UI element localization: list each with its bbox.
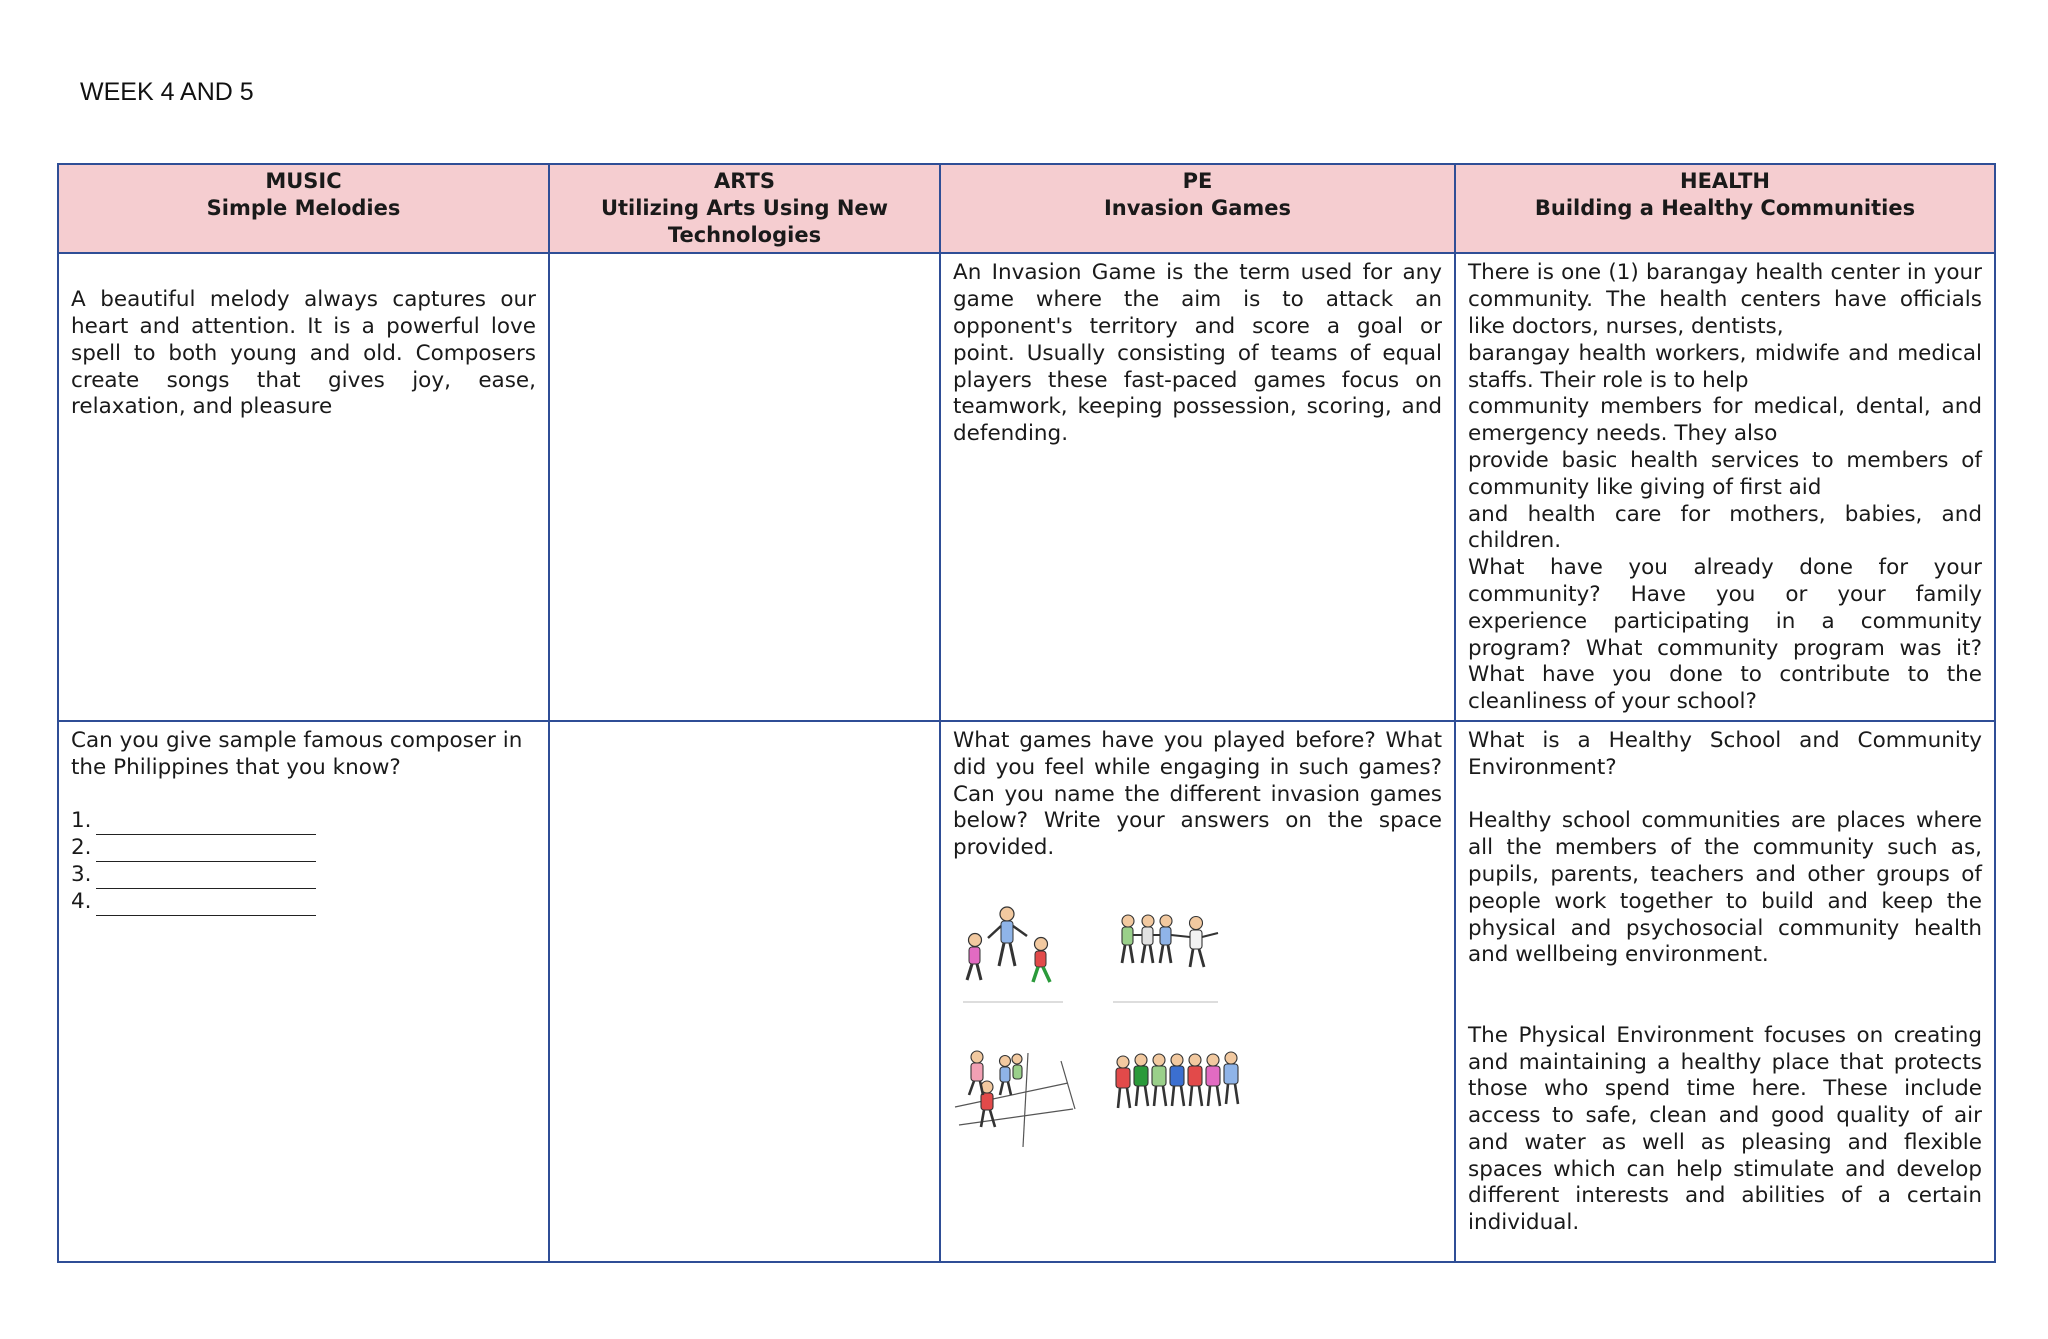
health-line: community members for medical, dental, and emergency needs. They also (1468, 394, 1982, 447)
table-row (58, 721, 1995, 1262)
game-illustration-court (953, 1047, 1078, 1152)
table-header-row (58, 164, 1995, 253)
answer-number: 3. (71, 861, 92, 887)
health-line: barangay health workers, midwife and medical staffs. Their role is to help (1468, 340, 1982, 393)
pe-intro-text: An Invasion Game is the term used for any game where the aim is to attack an opponent's territory and score a goal or point. Usually consisting of teams of equal players these fast-paced games focus on teamwork, keeping possession, scoring, and defending. (953, 260, 1442, 447)
answer-blank[interactable] (96, 895, 316, 916)
arts-activity-cell (549, 721, 940, 1262)
pe-activity-cell (940, 721, 1455, 1262)
health-topic: Building a Healthy Communities (1534, 195, 1916, 220)
game-illustration-line (1111, 1050, 1246, 1130)
answer-line-3[interactable] (71, 862, 536, 889)
pe-intro-cell (940, 253, 1455, 721)
pe-topic: Invasion Games (1103, 195, 1292, 220)
answer-blank[interactable] (96, 841, 316, 862)
health-activity-cell (1455, 721, 1995, 1262)
arts-subject: ARTS (714, 169, 775, 193)
music-subject: MUSIC (265, 169, 342, 193)
music-topic: Simple Melodies (206, 195, 401, 220)
answer-number: 2. (71, 835, 92, 861)
pe-subject: PE (1182, 169, 1213, 193)
arts-topic: Utilizing Arts Using New Technologies (600, 195, 889, 247)
answer-line-4[interactable] (71, 889, 536, 916)
health-line: and health care for mothers, babies, and children. (1468, 501, 1982, 554)
music-question: Can you give sample famous composer in the Philippines that you know? (71, 727, 523, 780)
answer-blank[interactable] (96, 814, 316, 835)
lesson-table (57, 163, 1996, 1263)
answer-number: 4. (71, 888, 92, 914)
health-header (1455, 164, 1995, 253)
health-line: provide basic health services to members of community like giving of first aid (1468, 447, 1982, 500)
music-intro-cell (58, 253, 549, 721)
answer-line-2[interactable] (71, 835, 536, 862)
health-intro-cell (1455, 253, 1995, 721)
music-activity-cell (58, 721, 549, 1262)
week-title: WEEK 4 AND 5 (80, 78, 254, 106)
pe-header (940, 164, 1455, 253)
invasion-games-pictures (953, 902, 1442, 1192)
music-intro-text: A beautiful melody always captures our heart and attention. It is a powerful love spell to both young and old. Composers create songs that gives joy, ease, relaxation, and pleasure (71, 287, 536, 420)
answer-blank[interactable] (96, 868, 316, 889)
game-illustration-chain (1108, 907, 1228, 1007)
health-paragraph-1: Healthy school communities are places where all the members of the community such as, pupils, parents, teachers and other groups of people work together to build and keep the physical and psychosocial community health and wellbeing environment. (1468, 808, 1982, 968)
health-line: What have you already done for your community? Have you or your family experience participating in a community program? What community program was it? What have you done to contribute to the cleanliness of your school? (1468, 555, 1982, 715)
health-paragraph-2: The Physical Environment focuses on creating and maintaining a healthy place that protects those who spend time here. These include access to safe, clean and good quality of air and water as well as pleasing and flexible spaces which can help stimulate and develop different interests and abilities of a certain individual. (1468, 1022, 1982, 1236)
game-illustration-tag (955, 902, 1065, 1007)
music-header (58, 164, 549, 253)
health-question: What is a Healthy School and Community Environment? (1468, 727, 1982, 780)
table-row (58, 253, 1995, 721)
health-line: There is one (1) barangay health center in your community. The health centers have officials like doctors, nurses, dentists, (1468, 260, 1982, 339)
arts-intro-cell (549, 253, 940, 721)
health-subject: HEALTH (1680, 169, 1770, 193)
pe-question: What games have you played before? What did you feel while engaging in such games? Can you name the different invasion games below? Write your answers on the space provided. (953, 727, 1442, 861)
arts-header (549, 164, 940, 253)
answer-line-1[interactable] (71, 808, 536, 835)
answer-number: 1. (71, 808, 92, 834)
